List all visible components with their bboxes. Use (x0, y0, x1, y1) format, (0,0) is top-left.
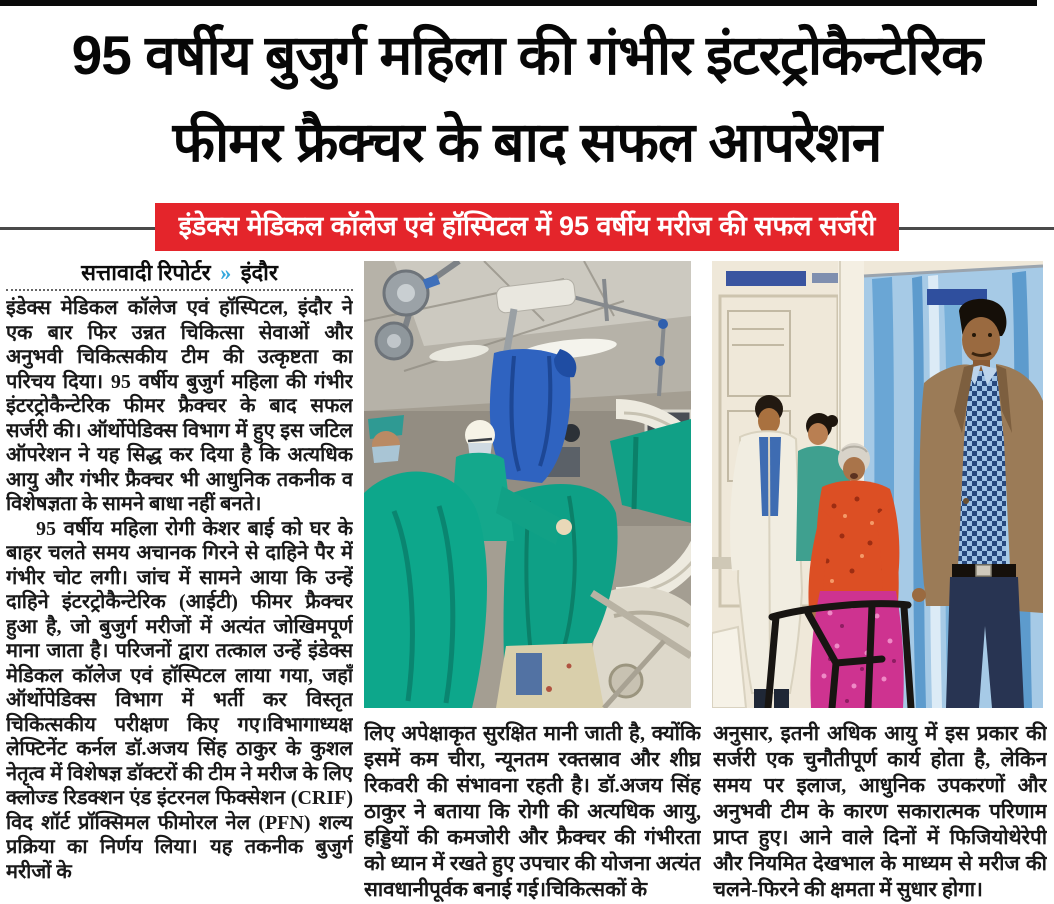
patient-walker-illustration (712, 261, 1043, 708)
subheadline: इंडेक्स मेडिकल कॉलेज एवं हॉस्पिटल में 95 वर्षीय मरीज की सफल सर्जरी (155, 203, 900, 251)
byline (6, 260, 353, 291)
headline (0, 12, 1054, 186)
byline-separator-icon: » (220, 260, 232, 285)
photo-patient-with-walker (712, 261, 1043, 708)
article-paragraph-1: इंडेक्स मेडिकल कॉलेज एवं हॉस्पिटल, इंदौर ने एक बार फिर उन्नत चिकित्सा सेवाओं और अनुभवी चिकित्सकीय टीम की उत्कृष्टता का परिचय दिया। 95 वर्षीय बुजुर्ग महिला की गंभीर इंटरट्रोकैन्टेरिक फीमर फ्रैक्चर के बाद सफल सर्जरी की। ऑर्थोपेडिक्स विभाग में हुए इस जटिल ऑपरेशन ने यह सिद्ध कर दिया है कि अत्यधिक आयु और गंभीर फ्रैक्चर भी आधुनिक तकनीक व विशेषज्ञता के सामने बाधा नहीं बनते। (6, 297, 353, 515)
byline-location: इंदौर (240, 260, 278, 285)
headline-line1: 95 वर्षीय बुजुर्ग महिला की गंभीर इंटरट्रोकैन्टेरिक (71, 24, 983, 86)
article-column-3 (713, 721, 1047, 904)
byline-reporter: सत्तावादी रिपोर्टर (81, 260, 211, 285)
article-column-1 (6, 260, 353, 904)
top-rule (0, 0, 1037, 6)
headline-line2: फीमर फ्रैक्चर के बाद सफल आपरेशन (172, 111, 882, 173)
article-paragraph-3: लिए अपेक्षाकृत सुरक्षित मानी जाती है, क्योंकि इसमें कम चीरा, न्यूनतम रक्तस्राव और शीघ्र रिकवरी की संभावना रहती है। डॉ.अजय सिंह ठाकुर ने बताया कि रोगी की अत्यधिक आयु, हड्डियों की कमजोरी और फ्रैक्चर की गंभीरता को ध्यान में रखते हुए उपचार की योजना अत्यंत सावधानीपूर्वक बनाई गई।चिकित्सकों के (364, 723, 701, 901)
photo-operating-theatre (364, 261, 691, 708)
subheadline-band (0, 203, 1054, 253)
article-column-2 (364, 721, 701, 904)
operating-theatre-illustration (364, 261, 691, 708)
article-paragraph-2: 95 वर्षीय महिला रोगी केशर बाई को घर के बाहर चलते समय अचानक गिरने से दाहिने पैर में गंभीर चोट लगी। जांच में सामने आया कि उन्हें दाहिने इंटरट्रोकैन्टेरिक (आईटी) फीमर फ्रैक्चर हुआ है, जो बुजुर्ग मरीजों में अत्यंत जोखिमपूर्ण माना जाता है। परिजनों द्वारा तत्काल उन्हें इंडेक्स मेडिकल कॉलेज एवं हॉस्पिटल लाया गया, जहाँ ऑर्थोपेडिक्स विभाग में भर्ती कर विस्तृत चिकित्सकीय परीक्षण किए गए।विभागाध्यक्ष लेफ्टिनेंट कर्नल डॉ.अजय सिंह ठाकुर के कुशल नेतृत्व में विशेषज्ञ डॉक्टरों की टीम ने मरीज के लिए क्लोज्ड रिडक्शन एंड इंटरनल फिक्सेशन (CRIF) विद शॉर्ट प्रॉक्सिमल फीमोरल नेल (PFN) शल्य प्रक्रिया का निर्णय लिया। यह तकनीक बुजुर्ग मरीजों के (6, 517, 353, 883)
article-paragraph-4: अनुसार, इतनी अधिक आयु में इस प्रकार की सर्जरी एक चुनौतीपूर्ण कार्य होता है, लेकिन समय पर इलाज, आधुनिक उपकरणों और अनुभवी टीम के कारण सकारात्मक परिणाम प्राप्त हुए। आने वाले दिनों में फिजियोथेरेपी और नियमित देखभाल के माध्यम से मरीज की चलने-फिरने की क्षमता में सुधार होगा। (713, 723, 1047, 901)
